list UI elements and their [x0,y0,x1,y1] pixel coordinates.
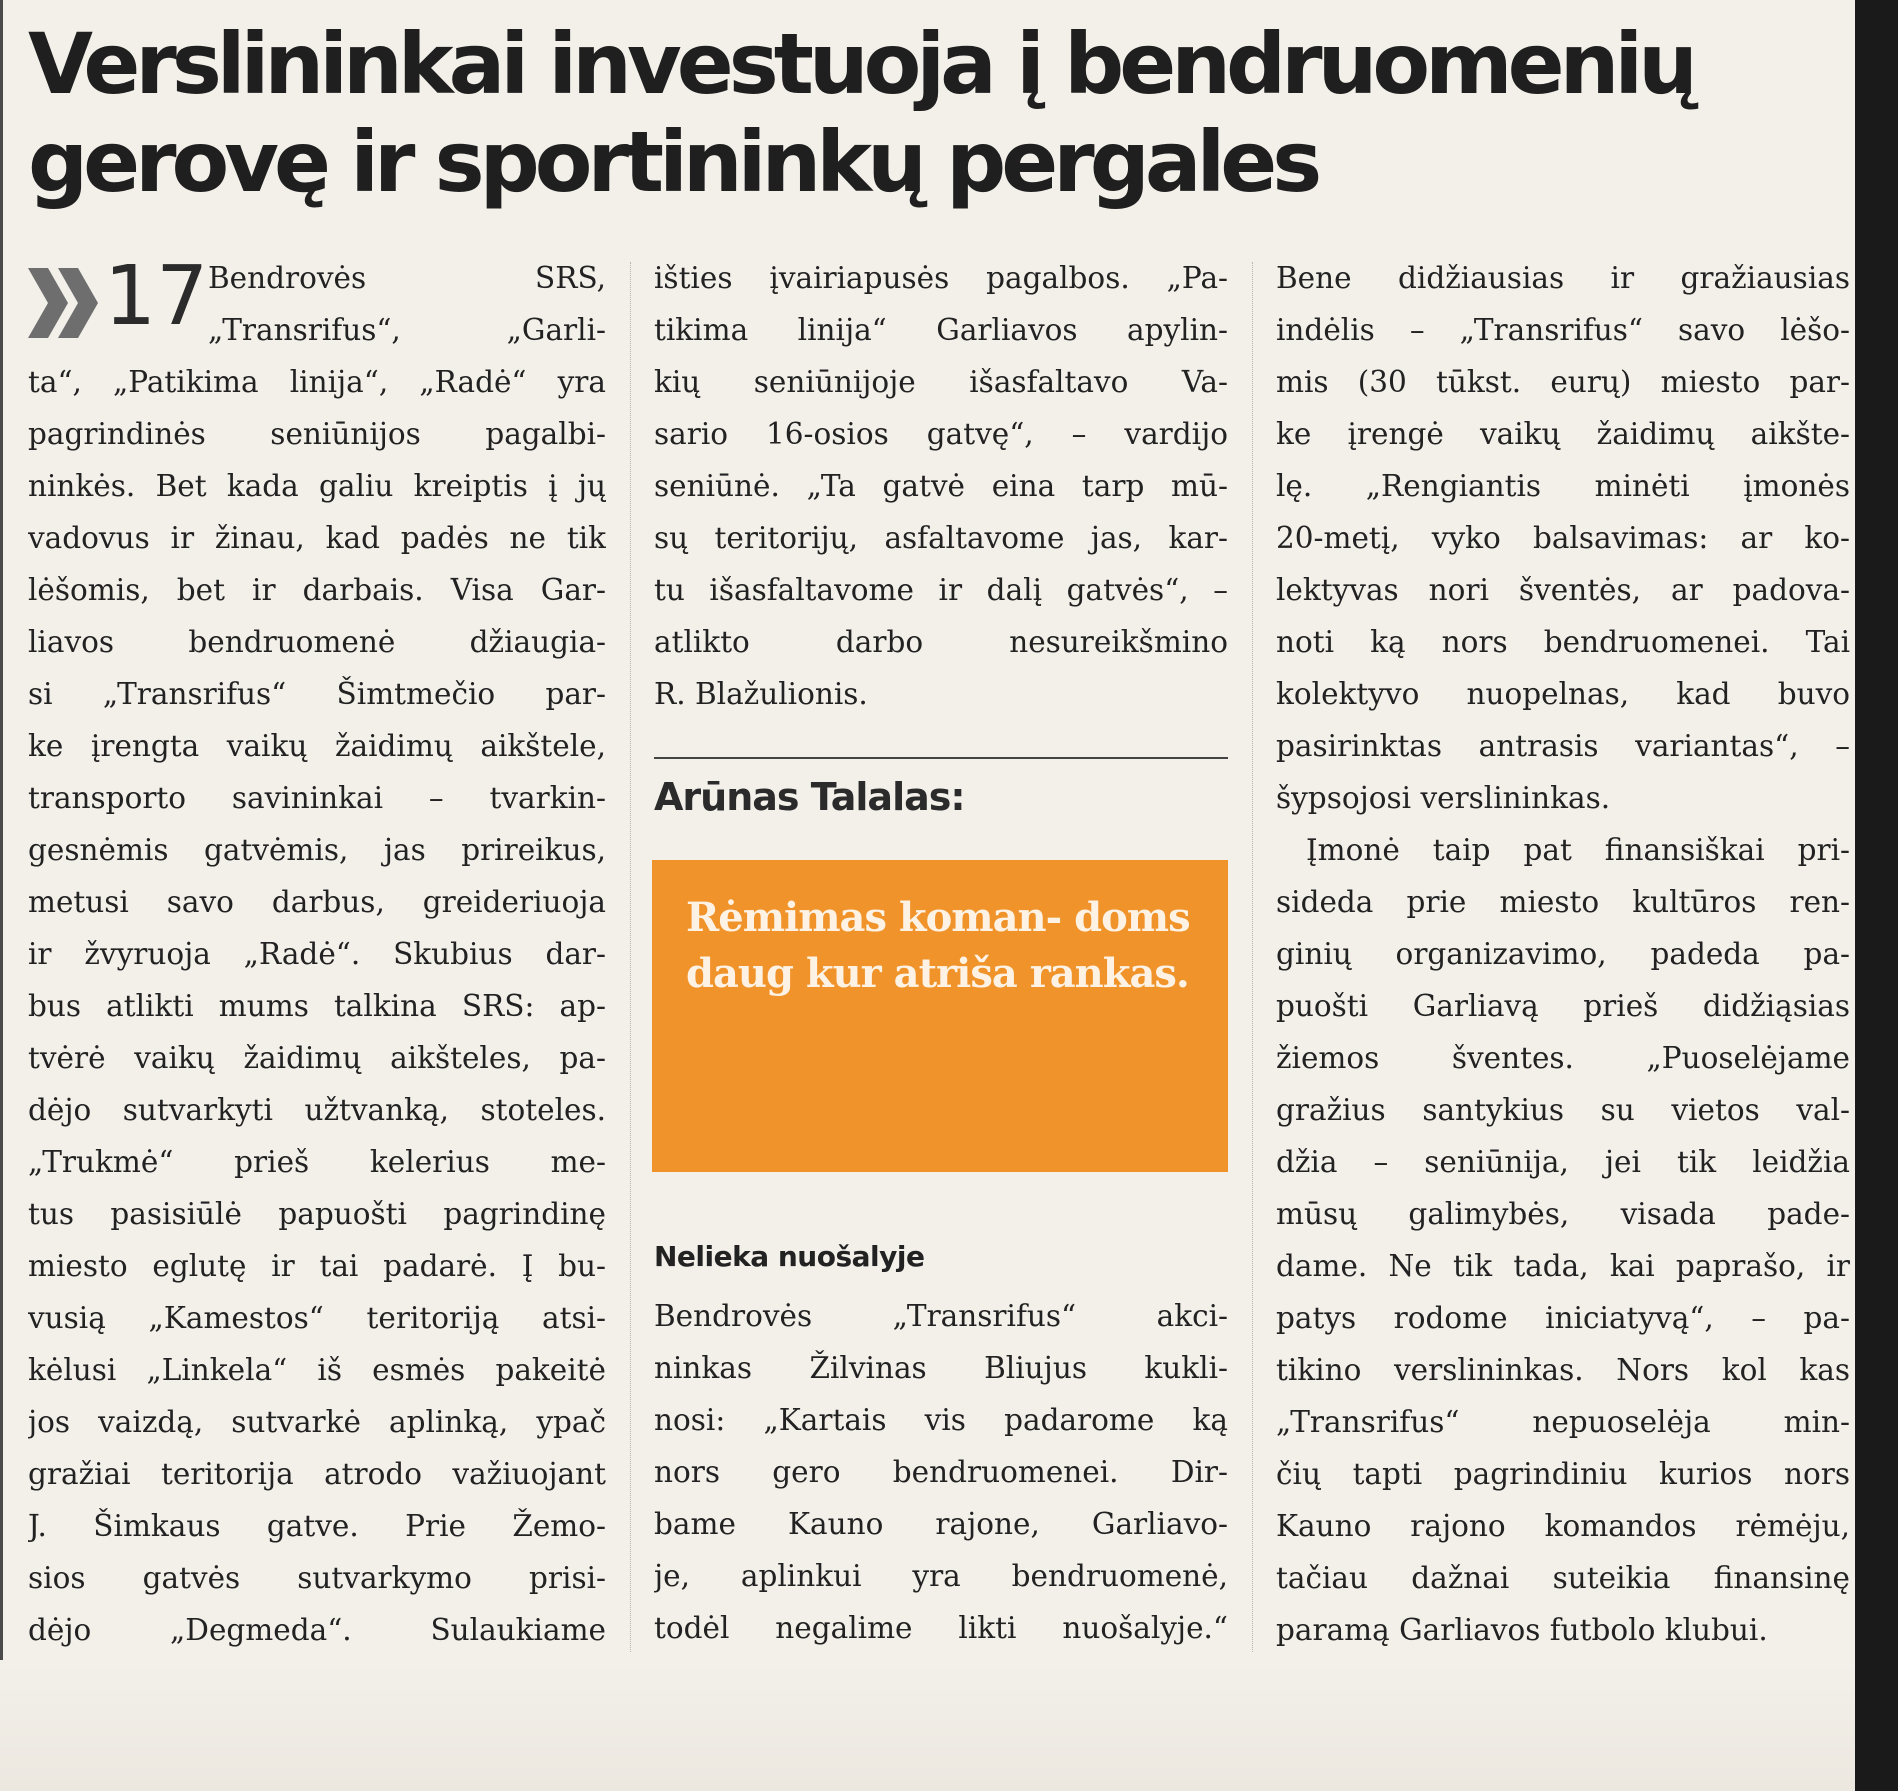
text-line: ninkės. Bet kada galiu kreiptis į jų [28,469,606,503]
text-line: patys rodome iniciatyvą“, – pa- [1276,1301,1850,1335]
section-subheading: Nelieka nuošalyje [654,1240,925,1273]
article-column-2 [654,252,1228,720]
text-line: ke įrengė vaikų žaidimų aikšte- [1276,417,1850,451]
text-line: „Transrifus“, „Garli- [208,313,606,347]
text-line: lektyvas nori šventės, ar padova- [1276,573,1850,607]
text-line: J. Šimkaus gatve. Prie Žemo- [28,1509,606,1543]
text-line: mūsų galimybės, visada pade- [1276,1197,1850,1231]
text-line: indėlis – „Transrifus“ savo lėšo- [1276,313,1850,347]
text-line: gražius santykius su vietos val- [1276,1093,1850,1127]
text-line: kių seniūnijoje išasfaltavo Va- [654,365,1228,399]
text-line: ta“, „Patikima linija“, „Radė“ yra [28,365,606,399]
text-line: 20-metį, vyko balsavimas: ar ko- [1276,521,1850,555]
text-line: tus pasisiūlė papuošti pagrindinę [28,1197,606,1231]
text-line: dame. Ne tik tada, kai paprašo, ir [1276,1249,1850,1283]
text-line: tikima linija“ Garliavos apylin- [654,313,1228,347]
page-number: 17 [104,249,209,344]
column-divider [630,262,632,1652]
text-line: tikino verslininkas. Nors kol kas [1276,1353,1850,1387]
text-line: R. Blažulionis. [654,677,868,711]
text-line: džia – seniūnija, jei tik leidžia [1276,1145,1850,1179]
text-line: seniūnė. „Ta gatvė eina tarp mū- [654,469,1228,503]
text-line: tu išasfaltavome ir dalį gatvės“, – [654,573,1228,607]
scan-edge [1855,0,1898,1791]
pull-quote-box [652,860,1228,1172]
article-column-1 [28,249,606,1647]
text-line: liavos bendruomenė džiaugia- [28,625,606,659]
text-line: si „Transrifus“ Šimtmečio par- [28,677,606,711]
text-line: „Transrifus“ nepuoselėja min- [1276,1405,1850,1439]
text-line: tvėrė vaikų žaidimų aikšteles, pa- [28,1041,606,1075]
quote-author: Arūnas Talalas: [654,775,965,819]
text-line: mis (30 tūkst. eurų) miesto par- [1276,365,1850,399]
text-line: tačiau dažnai suteikia finansinę [1276,1561,1850,1595]
text-line: šypsojosi verslininkas. [1276,781,1611,815]
text-line: sideda prie miesto kultūros ren- [1276,885,1850,919]
text-line: ninkas Žilvinas Bliujus kukli- [654,1351,1228,1385]
text-line: atlikto darbo nesureikšmino [654,625,1228,659]
headline-line-1: Verslininkai investuoja į bendruomenių [28,15,1693,113]
text-line: ke įrengta vaikų žaidimų aikštele, [28,729,606,763]
page-left-edge [0,0,3,1660]
text-line: transporto savininkai – tvarkin- [28,781,606,815]
text-line: pagrindinės seniūnijos pagalbi- [28,417,606,451]
text-line: sios gatvės sutvarkymo prisi- [28,1561,606,1595]
article-column-3 [1276,252,1850,1656]
text-line: pasirinktas antrasis variantas“, – [1276,729,1850,763]
text-line: puošti Garliavą prieš didžiąsias [1276,989,1850,1023]
text-line: kėlusi „Linkela“ iš esmės pakeitė [28,1353,606,1387]
text-line: dėjo „Degmeda“. Sulaukiame [28,1613,606,1647]
text-line: bame Kauno rajone, Garliavo- [654,1507,1228,1541]
text-line: miesto eglutę ir tai padarė. Į bu- [28,1249,606,1283]
text-line: nors gero bendruomenei. Dir- [654,1455,1228,1489]
text-line: paramą Garliavos futbolo klubui. [1276,1613,1768,1647]
text-line: je, aplinkui yra bendruomenė, [654,1559,1228,1593]
text-line: gesnėmis gatvėmis, jas prireikus, [28,833,606,867]
text-line: dėjo sutvarkyti užtvanką, stoteles. [28,1093,606,1127]
text-line: gražiai teritorija atrodo važiuojant [28,1457,606,1491]
text-line: sario 16-osios gatvę“, – vardijo [654,417,1228,451]
pull-quote-text: Rėmimas koman- doms daug kur atriša rankas. [686,894,1190,997]
text-line: sų teritorijų, asfaltavome jas, kar- [654,521,1228,555]
column-divider [1252,262,1254,1652]
text-line: žiemos šventes. „Puoselėjame [1276,1041,1850,1075]
text-line: todėl negalime likti nuošalyje.“ [654,1611,1228,1645]
text-line: vadovus ir žinau, kad padės ne tik [28,521,606,555]
text-line: Bendrovės SRS, [208,261,606,295]
article-column-2-continued [654,1290,1228,1654]
text-line: Įmonė taip pat finansiškai pri- [1306,833,1850,867]
text-line: nosi: „Kartais vis padarome ką [654,1403,1228,1437]
text-line: jos vaizdą, sutvarkė aplinką, ypač [28,1405,606,1439]
text-line: čių tapti pagrindiniu kurios nors [1276,1457,1850,1491]
page-bottom-margin [0,1660,1860,1791]
text-line: lę. „Rengiantis minėti įmonės [1276,469,1850,503]
text-line: Kauno rajono komandos rėmėju, [1276,1509,1850,1543]
headline-line-2: gerovę ir sportininkų pergales [28,113,1318,211]
text-line: išties įvairiapusės pagalbos. „Pa- [654,261,1228,295]
text-line: metusi savo darbus, greideriuoja [28,885,606,919]
text-line: Bendrovės „Transrifus“ akci- [654,1299,1228,1333]
text-line: ir žvyruoja „Radė“. Skubius dar- [28,937,606,971]
text-line: Bene didžiausias ir gražiausias [1276,261,1850,295]
text-line: kolektyvo nuopelnas, kad buvo [1276,677,1850,711]
text-line: bus atlikti mums talkina SRS: ap- [28,989,606,1023]
text-line: „Trukmė“ prieš kelerius me- [28,1145,606,1179]
text-line: ginių organizavimo, padeda pa- [1276,937,1850,971]
text-line: noti ką nors bendruomenei. Tai [1276,625,1850,659]
text-line: vusią „Kamestos“ teritoriją atsi- [28,1301,606,1335]
section-rule [654,757,1228,759]
text-line: lėšomis, bet ir darbais. Visa Gar- [28,573,606,607]
